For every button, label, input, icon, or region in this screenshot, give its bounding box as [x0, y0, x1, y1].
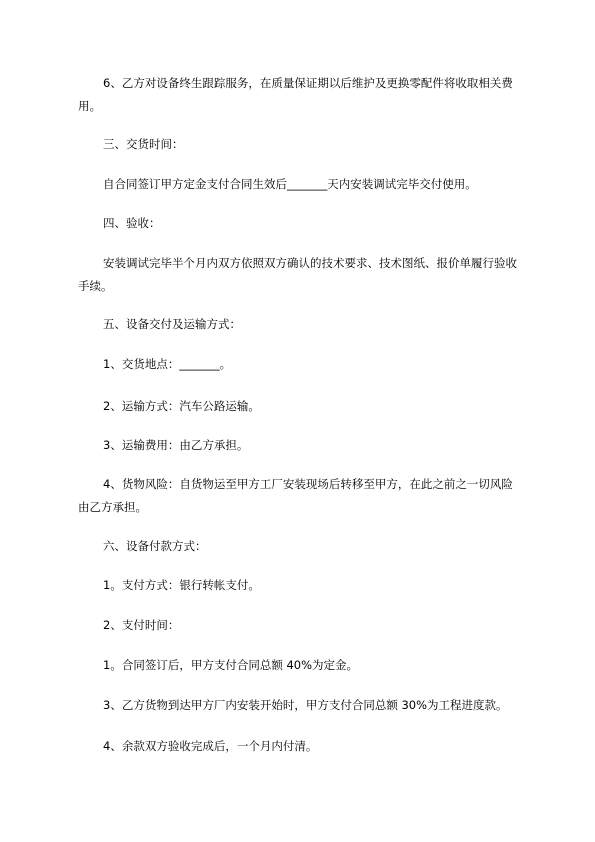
paragraph-final-payment: 4、余款双方验收完成后，一个月内付清。 [103, 739, 318, 753]
heading-payment-method: 六、设备付款方式： [103, 539, 207, 553]
heading-acceptance: 四、验收： [103, 216, 161, 230]
paragraph-payment-type: 1。支付方式：银行转帐支付。 [103, 578, 260, 592]
paragraph-transport-cost: 3、运输费用：由乙方承担。 [103, 438, 249, 452]
paragraph-clause-6-service: 6、乙方对设备终生跟踪服务，在质量保证期以后维护及更换零配件将收取相关费用。 [78, 76, 513, 113]
paragraph-delivery-time: 自合同签订甲方定金支付合同生效后_______天内安装调试完毕交付使用。 [103, 177, 477, 191]
paragraph-progress-payment: 3、乙方货物到达甲方厂内安装开始时，甲方支付合同总额 30%为工程进度款。 [103, 698, 508, 712]
paragraph-goods-risk: 4、货物风险：自货物运至甲方工厂安装现场后转移至甲方，在此之前之一切风险由乙方承担。 [78, 477, 513, 514]
paragraph-payment-time: 2、支付时间： [103, 618, 180, 632]
paragraph-delivery-location: 1、交货地点：_______。 [103, 357, 232, 371]
heading-delivery-transport: 五、设备交付及运输方式： [103, 317, 241, 331]
paragraph-deposit: 1。合同签订后，甲方支付合同总额 40%为定金。 [103, 658, 359, 672]
heading-delivery-time: 三、交货时间： [103, 137, 184, 151]
paragraph-transport-method: 2、运输方式：汽车公路运输。 [103, 399, 260, 413]
paragraph-acceptance: 安装调试完毕半个月内双方依照双方确认的技术要求、技术图纸、报价单履行验收手续。 [78, 256, 517, 293]
